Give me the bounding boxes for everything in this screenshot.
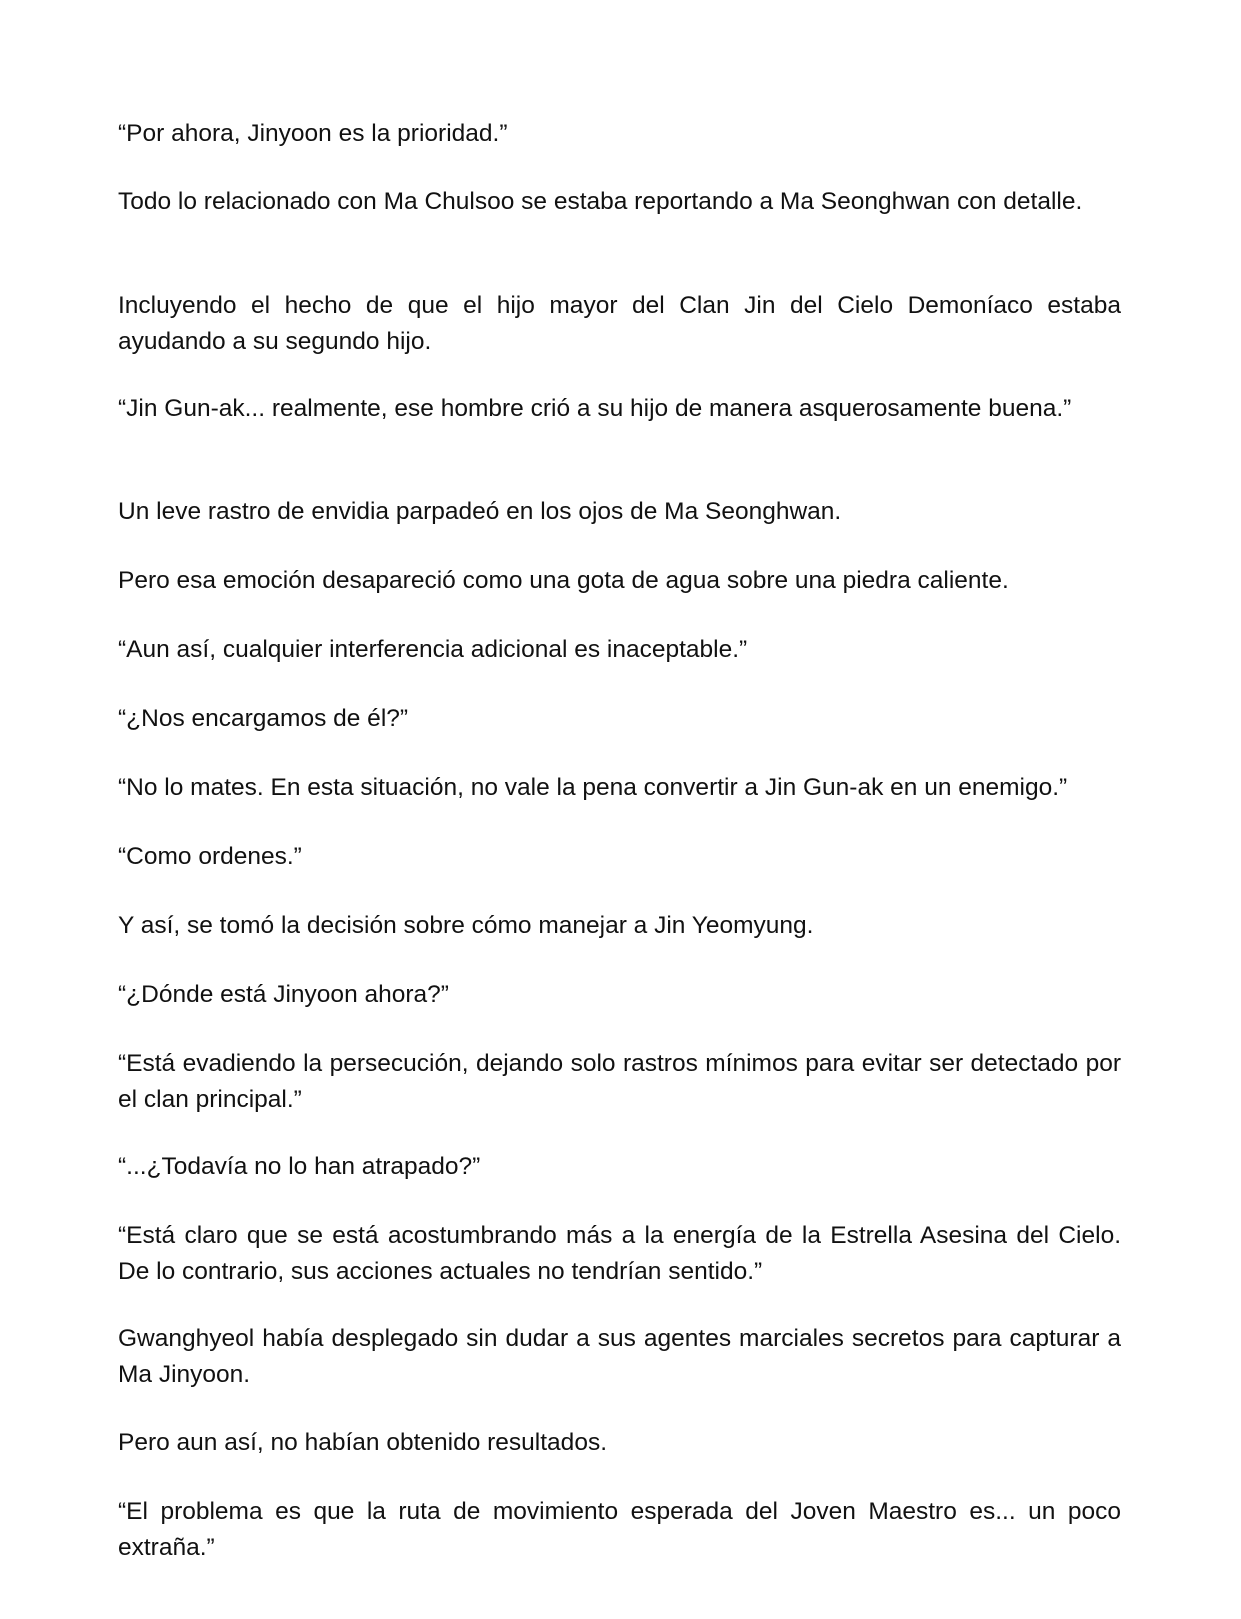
paragraph-11: Y así, se tomó la decisión sobre cómo manejar a Jin Yeomyung.: [118, 912, 814, 939]
paragraph-6: Pero esa emoción desapareció como una gota de agua sobre una piedra caliente.: [118, 567, 1009, 594]
paragraph-18: “El problema es que la ruta de movimiento esperada del Joven Maestro es... un poco extraña.”: [118, 1498, 1121, 1561]
paragraph-13: “Está evadiendo la persecución, dejando solo rastros mínimos para evitar ser detectado por el clan principal.”: [118, 1050, 1121, 1113]
paragraph-2: Todo lo relacionado con Ma Chulsoo se estaba reportando a Ma Seonghwan con detalle.: [118, 188, 1083, 215]
paragraph-10: “Como ordenes.”: [118, 843, 302, 870]
paragraph-5: Un leve rastro de envidia parpadeó en los ojos de Ma Seonghwan.: [118, 498, 842, 525]
paragraph-17: Pero aun así, no habían obtenido resultados.: [118, 1429, 607, 1456]
paragraph-8: “¿Nos encargamos de él?”: [118, 705, 409, 732]
paragraph-14: “...¿Todavía no lo han atrapado?”: [118, 1153, 481, 1180]
paragraph-7: “Aun así, cualquier interferencia adicional es inaceptable.”: [118, 636, 748, 663]
paragraph-4: “Jin Gun-ak... realmente, ese hombre crió a su hijo de manera asquerosamente buena.”: [118, 395, 1072, 422]
paragraph-15: “Está claro que se está acostumbrando más a la energía de la Estrella Asesina del Cielo. De lo contrario, sus acciones actuales no tendrían sentido.”: [118, 1222, 1121, 1285]
paragraph-12: “¿Dónde está Jinyoon ahora?”: [118, 981, 449, 1008]
paragraph-16: Gwanghyeol había desplegado sin dudar a sus agentes marciales secretos para capturar a Ma Jinyoon.: [118, 1325, 1121, 1388]
paragraph-9: “No lo mates. En esta situación, no vale la pena convertir a Jin Gun-ak en un enemigo.”: [118, 774, 1068, 801]
paragraph-1: “Por ahora, Jinyoon es la prioridad.”: [118, 120, 508, 147]
paragraph-3: Incluyendo el hecho de que el hijo mayor del Clan Jin del Cielo Demoníaco estaba ayudando a su segundo hijo.: [118, 292, 1121, 355]
